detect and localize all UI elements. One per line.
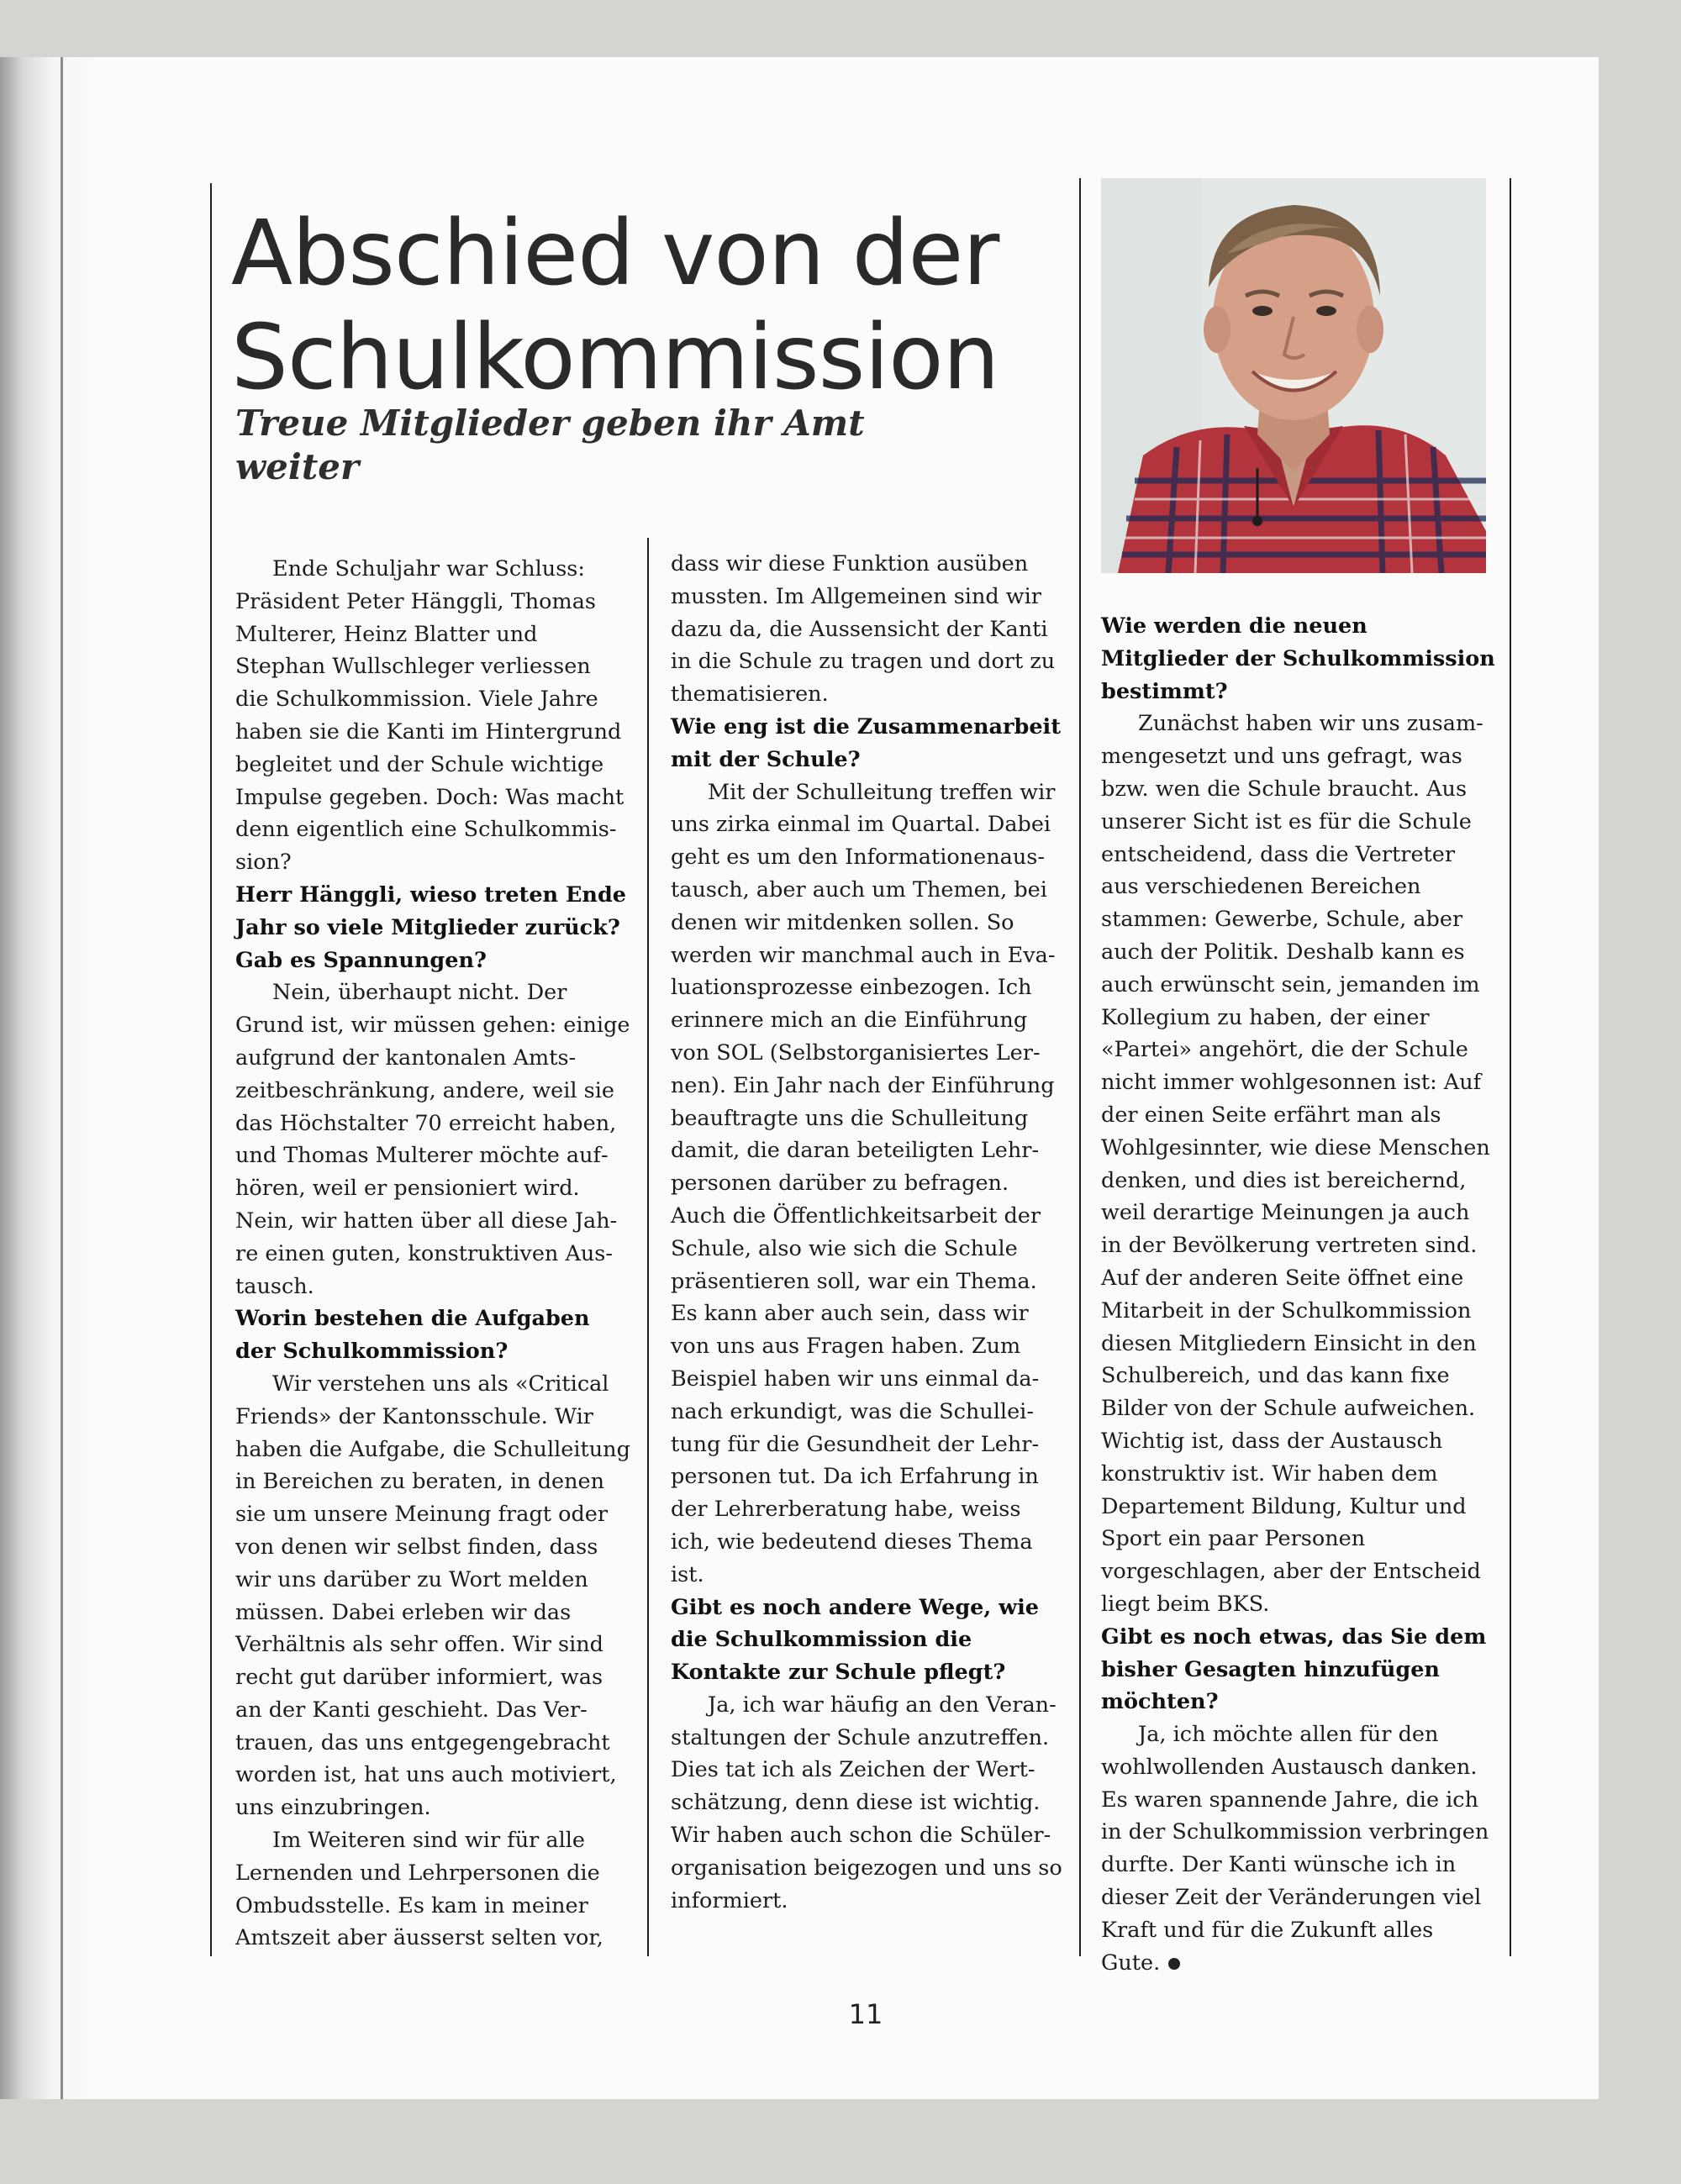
article-subtitle: Treue Mitglieder geben ihr Amt weiter [235, 403, 865, 487]
portrait-photo [1101, 178, 1486, 573]
answer-3: Mit der Schulleitung treffen wir uns zirka einmal im Quartal. Dabei geht es um den Informationenaustausch, aber auch um Themen, bei denen wir mitdenken sollen. So werden wir manchmal auch in Evaluationsprozesse einbezogen. Ich erinnere mich an die Einführung von SOL (Selbstorganisiertes Lernen). Ein Jahr nach der Einführung beauftragte uns die Schulleitung damit, die daran beteiligten Lehrpersonen darüber zu befragen. Auch die Öffentlichkeitsarbeit der Schule, also wie sich die Schule präsentieren soll, war ein Thema. Es kann aber auch sein, dass wir von uns aus Fragen haben. Zum Beispiel haben wir uns einmal danach erkundigt, was die Schulleitung für die Gesundheit der Lehrpersonen tut. Da ich Erfahrung in der Lehrerberatung habe, weiss ich, wie bedeutend dieses Thema ist. [671, 779, 1056, 1587]
column-rule-left [210, 183, 212, 1956]
question-6: Gibt es noch etwas, das Sie dem bisher Gesagten hinzufügen möchten? [1101, 1624, 1487, 1715]
column-1 [235, 553, 630, 1955]
portrait-illustration [1101, 178, 1486, 573]
question-5: Wie werden die neuen Mitglieder der Schulkommission bestimmt? [1101, 613, 1495, 704]
answer-1: Nein, überhaupt nicht. Der Grund ist, wir müssen gehen: einige aufgrund der kantonalen Amtszeitbeschränkung, andere, weil sie das Höchstalter 70 erreicht haben, und Thomas Multerer möchte aufhören, weil er pensioniert wird. Nein, wir hatten über all diese Jahre einen guten, konstruktiven Austausch. [235, 980, 630, 1299]
question-3: Wie eng ist die Zusammenarbeit mit der Schule? [671, 713, 1062, 772]
question-1: Herr Hänggli, wieso treten Ende Jahr so viele Mitglieder zurück? Gab es Spannungen? [235, 881, 627, 973]
answer-2-continued: Im Weiteren sind wir für alle Lernenden und Lehrpersonen die Ombudsstelle. Es kam in meiner Amtszeit aber äusserst selten vor, [235, 1828, 603, 1951]
answer-2-end: dass wir diese Funktion ausüben mussten. Im Allgemeinen sind wir dazu da, die Aussensicht der Kanti in die Schule zu tragen und dort zu thematisieren. [671, 551, 1056, 708]
column-3 [1101, 610, 1496, 1979]
answer-4: Ja, ich war häufig an den Veranstaltungen der Schule anzutreffen. Dies tat ich als Zeichen der Wertschätzung, denn diese ist wichtig. Wir haben auch schon die Schülerorganisation beigezogen und uns so informiert. [671, 1692, 1062, 1913]
intro-paragraph: Ende Schuljahr war Schluss: Präsident Peter Hänggli, Thomas Multerer, Heinz Blatter und Stephan Wullschleger verliessen die Schulkommission. Viele Jahre haben sie die Kanti im Hintergrund begleitet und der Schule wichtige Impulse gegeben. Doch: Was macht denn eigentlich eine Schulkommission? [235, 556, 624, 876]
article-title: Abschied von der Schulkommission [231, 202, 999, 410]
column-rule-2 [1079, 178, 1081, 1956]
book-gutter-shadow [0, 57, 92, 2099]
answer-6-paragraph [1101, 1718, 1496, 1979]
column-rule-right [1510, 178, 1511, 1956]
spine-edge [61, 57, 63, 2099]
question-2: Worin bestehen die Aufgaben der Schulkommission? [235, 1306, 590, 1365]
column-2 [671, 548, 1064, 1917]
answer-6: Ja, ich möchte allen für den wohlwollenden Austausch danken. Es waren spannende Jahre, die ich in der Schulkommission verbringen durfte. Der Kanti wünsche ich in dieser Zeit der Veränderungen viel Kraft und für die Zukunft alles Gute. [1101, 1722, 1489, 1976]
page-number: 11 [848, 1998, 883, 2030]
answer-5: Zunächst haben wir uns zusammengesetzt und uns gefragt, was bzw. wen die Schule braucht. Aus unserer Sicht ist es für die Schule entscheidend, dass die Vertreter aus verschiedenen Bereichen stammen: Gewerbe, Schule, aber auch der Politik. Deshalb kann es auch erwünscht sein, jemanden im Kollegium zu haben, der einer «Partei» angehört, die der Schule nicht immer wohlgesonnen ist: Auf der einen Seite erfährt man als Wohlgesinnter, wie diese Menschen denken, und dies ist bereichernd, weil derartige Meinungen ja auch in der Bevölkerung vertreten sind. Auf der anderen Seite öffnet eine Mitarbeit in der Schulkommission diesen Mitgliedern Einsicht in den Schulbereich, und das kann fixe Bilder von der Schule aufweichen. Wichtig ist, dass der Austausch konstruktiv ist. Wir haben dem Departement Bildung, Kultur und Sport ein paar Personen vorgeschlagen, aber der Entscheid liegt beim BKS. [1101, 711, 1490, 1617]
column-rule-1 [647, 538, 649, 1956]
end-mark-icon [1168, 1958, 1180, 1970]
answer-2: Wir verstehen uns als «Critical Friends» der Kantonsschule. Wir haben die Aufgabe, die Schulleitung in Bereichen zu beraten, in denen sie um unsere Meinung fragt oder von denen wir selbst finden, dass wir uns darüber zu Wort melden müssen. Dabei erleben wir das Verhältnis als sehr offen. Wir sind recht gut darüber informiert, was an der Kanti geschieht. Das Vertrauen, das uns entgegengebracht worden ist, hat uns auch motiviert, uns einzubringen. [235, 1371, 630, 1821]
question-4: Gibt es noch andere Wege, wie die Schulkommission die Kontakte zur Schule pflegt? [671, 1594, 1040, 1686]
